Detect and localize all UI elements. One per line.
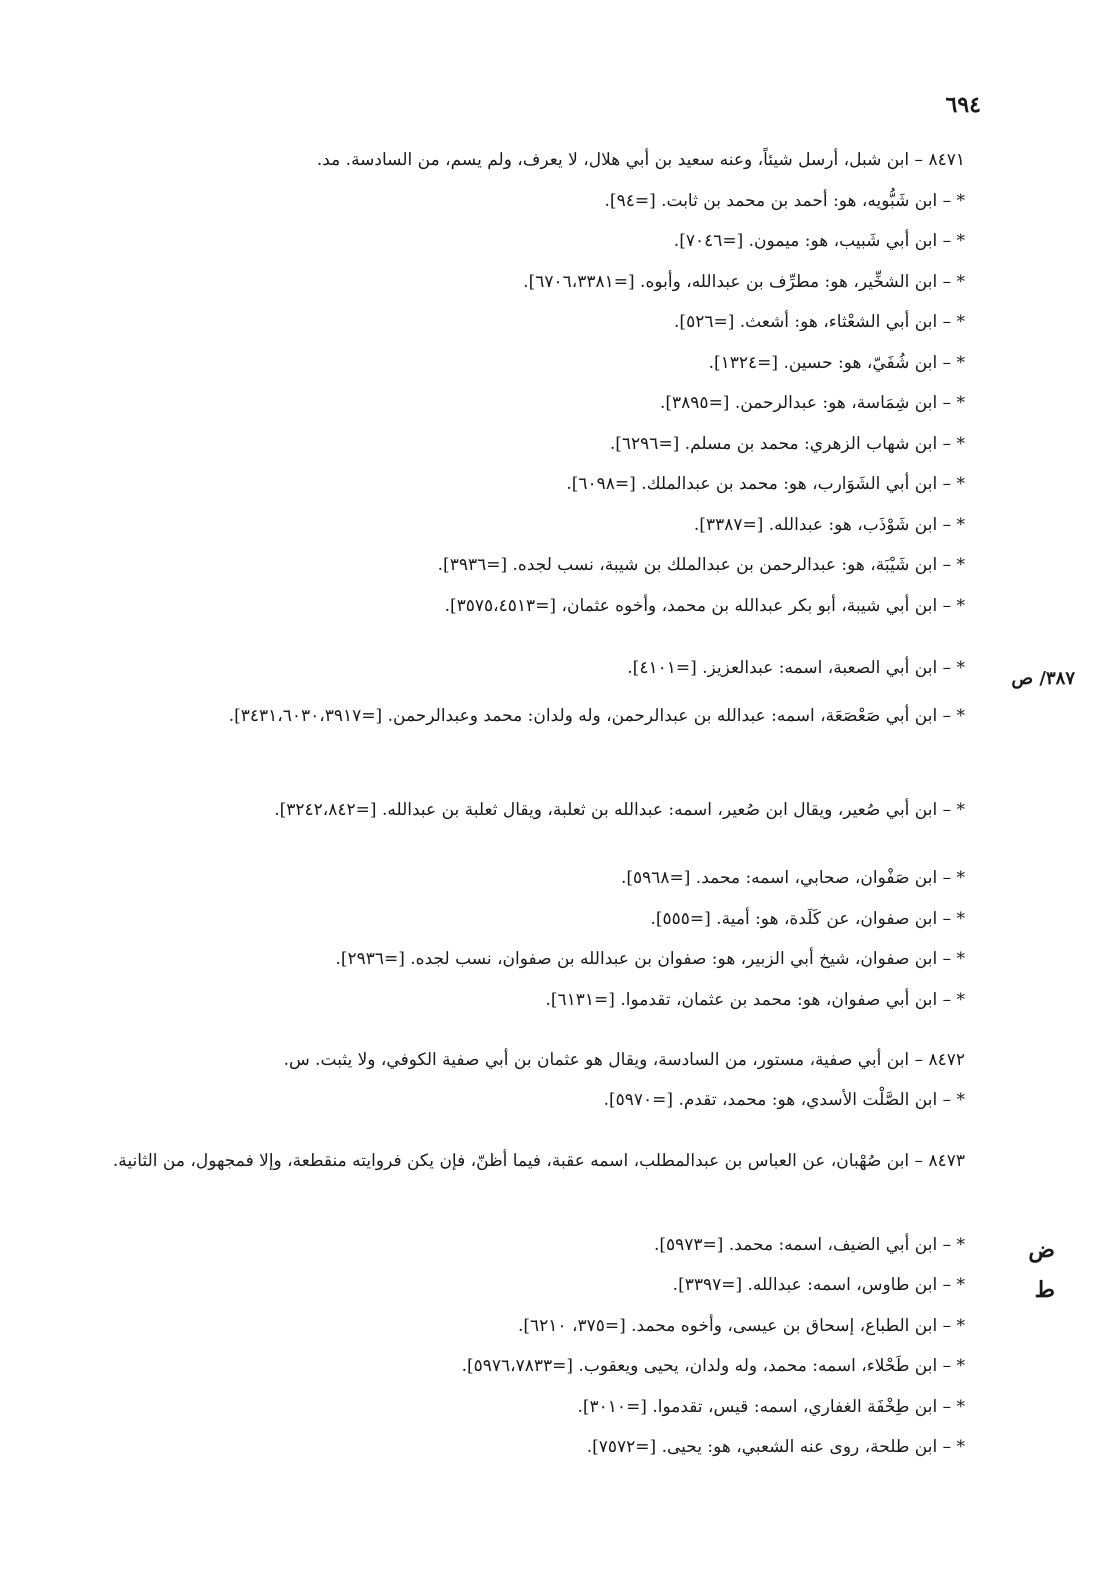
list-item: * – ابن أبي صُعير، ويقال ابن صُعير، اسمه: عبدالله بن ثعلبة، ويقال ثعلبة بن عبدالله. [=٣٢٤٢،٨٤٢]. [274,800,965,820]
list-item: * – ابن شَوْذَب، هو: عبدالله. [=٣٣٨٧]. [693,515,965,535]
list-item: * – ابن أبي صفوان، هو: محمد بن عثمان، تقدموا. [=٦١٣١]. [545,990,965,1010]
list-item: * – ابن طِخْفَة الغفاري، اسمه: قيس، تقدموا. [=٣٠١٠]. [577,1397,965,1417]
list-item: * – ابن شُفَيّ، هو: حسين. [=١٣٢٤]. [708,353,965,373]
list-item: * – ابن طاوس، اسمه: عبدالله. [=٣٣٩٧]. [672,1275,965,1295]
list-item: * – ابن أبي الشَوَارب، هو: محمد بن عبدالملك. [=٦٠٩٨]. [566,474,965,494]
list-item: * – ابن أبي شيبة، أبو بكر عبدالله بن محمد، وأخوه عثمان، [=٣٥٧٥،٤٥١٣]. [444,596,965,616]
margin-letter-dad: ض [1028,1237,1055,1263]
list-item: * – ابن الطباع، إسحاق بن عيسى، وأخوه محمد. [=٣٧٥، ٦٢١٠]. [517,1316,965,1336]
list-item: * – ابن صفوان، شيخ أبي الزبير، هو: صفوان بن عبدالله بن صفوان، نسب لجده. [=٢٩٣٦]. [335,949,965,969]
list-item: * – ابن شهاب الزهري: محمد بن مسلم. [=٦٢٩٦]. [609,434,965,454]
list-item: * – ابن أبي الصعبة، اسمه: عبدالعزيز. [=٤١٠١]. [627,658,965,678]
list-item: * – ابن صَفْوان، صحابي، اسمه: محمد. [=٥٩٦٨]. [620,868,965,888]
page-number: ٦٩٤ [945,92,981,118]
list-item: * – ابن طَحْلاء، اسمه: محمد، وله ولدان، يحيى ويعقوب. [=٥٩٧٦،٧٨٣٣]. [461,1356,965,1376]
margin-letter-ta: ط [1034,1277,1055,1303]
list-item: * – ابن شَيْبَة، هو: عبدالرحمن بن عبدالملك بن شيبة، نسب لجده. [=٣٩٣٦]. [437,555,965,575]
entry-8472: ٨٤٧٢ – ابن أبي صفية، مستور، من السادسة، ويقال هو عثمان بن أبي صفية الكوفي، ولا يثبت. س. [283,1050,965,1070]
list-item: * – ابن الصَّلْت الأسدي، هو: محمد، تقدم. [=٥٩٧٠]. [603,1090,965,1110]
list-item: * – ابن أبي الشعْثاء، هو: أشعث. [=٥٢٦]. [674,312,965,332]
list-item: * – ابن الشخِّير، هو: مطرِّف بن عبدالله، وأبوه. [=٦٧٠٦،٣٣٨١]. [523,272,965,292]
list-item: * – ابن طلحة، روى عنه الشعبي، هو: يحيى. [=٧٥٧٢]. [586,1437,965,1457]
entry-8471: ٨٤٧١ – ابن شبل، أرسل شيئاً، وعنه سعيد بن أبي هلال، لا يعرف، ولم يسم، من السادسة. مد. [316,150,965,170]
list-item: * – ابن أبي الضيف، اسمه: محمد. [=٥٩٧٣]. [653,1235,965,1255]
margin-note-page-ref: ٣٨٧/ ص [1011,668,1075,689]
list-item: * – ابن أبي صَعْصَعَة، اسمه: عبدالله بن عبدالرحمن، وله ولدان: محمد وعبدالرحمن. [=٣٤٣١،٦٠٣٠،٣٩١٧]. [228,706,965,726]
list-item: * – ابن شَبُّويه، هو: أحمد بن محمد بن ثابت. [=٩٤]. [604,191,965,211]
entry-8473: ٨٤٧٣ – ابن صُهْبان، عن العباس بن عبدالمطلب، اسمه عقبة، فيما أظنّ، فإن يكن فروايته منقطعة، وإلا فمجهول، من الثانية. [112,1151,965,1171]
list-item: * – ابن صفوان، عن كَلَدة، هو: أمية. [=٥٥٥]. [650,909,965,929]
list-item: * – ابن أبي شَبيب، هو: ميمون. [=٧٠٤٦]. [673,231,965,251]
list-item: * – ابن شِمَاسة، هو: عبدالرحمن. [=٣٨٩٥]. [659,393,965,413]
